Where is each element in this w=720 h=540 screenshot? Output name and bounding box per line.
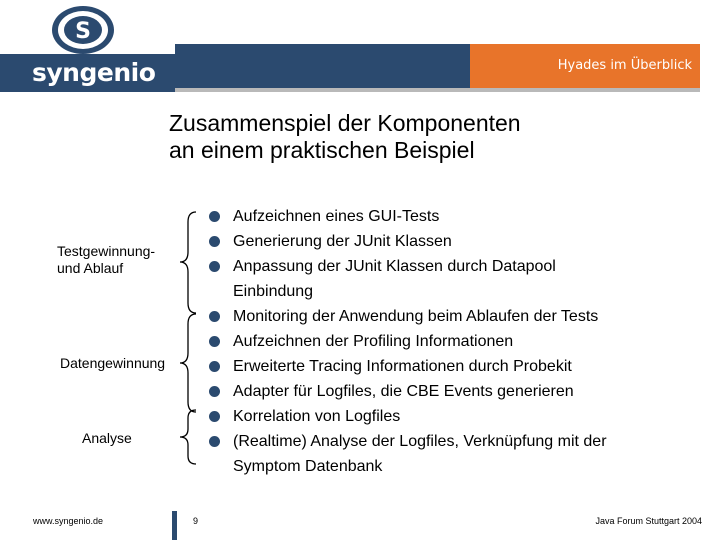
bullet-dot-icon [209, 361, 220, 372]
list-item: Aufzeichnen der Profiling Informationen [208, 329, 698, 354]
bullet-dot-icon [209, 261, 220, 272]
category-datengewinnung: Datengewinnung [60, 355, 166, 371]
bullet-dot-icon [209, 336, 220, 347]
list-item: Monitoring der Anwendung beim Ablaufen der Tests [208, 304, 698, 329]
footer-divider [172, 511, 177, 540]
list-item: Generierung der JUnit Klassen [208, 229, 698, 254]
brace-testgewinnung [176, 210, 198, 315]
header-title: Hyades im Überblick [557, 58, 692, 73]
bullet-list [208, 204, 698, 479]
slide-title-line2: an einem praktischen Beispiel [169, 137, 475, 163]
logo-letter: S [75, 19, 91, 44]
list-item: (Realtime) Analyse der Logfiles, Verknüpfung mit der Symptom Datenbank [208, 429, 698, 479]
list-item: Anpassung der JUnit Klassen durch Datapool Einbindung [208, 254, 698, 304]
list-item: Erweiterte Tracing Informationen durch Probekit [208, 354, 698, 379]
category-analyse: Analyse [82, 430, 132, 446]
bullet-dot-icon [209, 211, 220, 222]
footer-website: www.syngenio.de [33, 516, 104, 526]
brace-analyse [176, 408, 198, 466]
list-item: Aufzeichnen eines GUI-Tests [208, 204, 698, 229]
bullet-dot-icon [209, 436, 220, 447]
slide-title [169, 110, 689, 164]
list-item: Adapter für Logfiles, die CBE Events generieren [208, 379, 698, 404]
category-testgewinnung: Testgewinnung- und Ablauf [57, 243, 156, 276]
slide-title-line1: Zusammenspiel der Komponenten [169, 110, 521, 136]
bullet-dot-icon [209, 386, 220, 397]
bullet-dot-icon [209, 236, 220, 247]
page-number: 9 [193, 516, 199, 526]
logo-wordmark: syngenio [32, 58, 156, 87]
bullet-dot-icon [209, 311, 220, 322]
footer-event: Java Forum Stuttgart 2004 [595, 516, 702, 526]
brace-datengewinnung [176, 312, 198, 414]
syngenio-logo-icon [52, 6, 114, 54]
header-rule [175, 88, 700, 92]
bullet-dot-icon [209, 411, 220, 422]
list-item: Korrelation von Logfiles [208, 404, 698, 429]
